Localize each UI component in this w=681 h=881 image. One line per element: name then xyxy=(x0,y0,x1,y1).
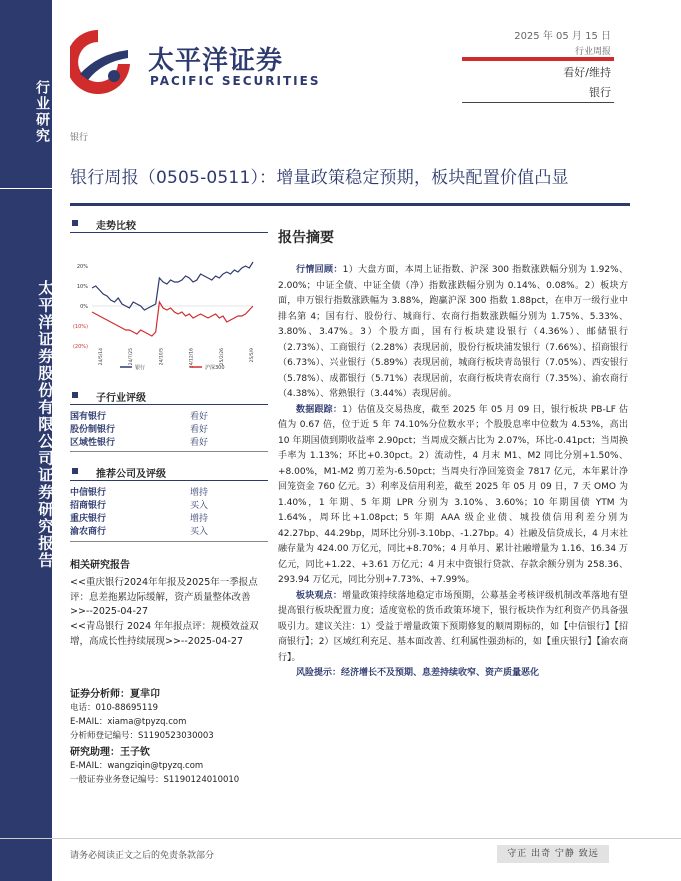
table-row: 招商银行 买入 xyxy=(70,501,208,511)
header-accent-bar xyxy=(462,57,614,61)
industry-rating: 看好/维持 xyxy=(563,66,611,79)
table-row: 中信银行 增持 xyxy=(70,488,208,498)
assistant-email[interactable]: E-MAIL：wangziqin@tpyzq.com xyxy=(70,761,204,771)
analyst-name: 证券分析师：夏芈卬 xyxy=(70,689,160,700)
trend-chart xyxy=(70,240,260,374)
analyst-email[interactable]: E-MAIL：xiama@tpyzq.com xyxy=(70,717,187,727)
trend-heading: 走势比较 xyxy=(96,221,136,232)
industry-name: 银行 xyxy=(589,86,611,99)
sidebar-section-label: 行业研究 xyxy=(34,80,50,144)
assistant-name: 研究助理：王子钦 xyxy=(70,747,150,758)
y-tick-label: 20% xyxy=(76,264,88,270)
breadcrumb: 银行 xyxy=(70,133,89,143)
section-rule xyxy=(70,404,268,405)
analyst-phone: 电话：010-88695119 xyxy=(70,703,159,713)
report-date: 2025 年 05 月 15 日 xyxy=(514,31,611,42)
table-row: 重庆银行 增持 xyxy=(70,514,208,524)
table-row: 国有银行 看好 xyxy=(70,412,208,422)
x-tick-label: 24/5/14 xyxy=(99,348,104,366)
related-report-item[interactable]: <<青岛银行 2024 年年报点评：规模效益双增，高成长性持续展现>>--2025-04-27 xyxy=(70,621,259,647)
abstract-paragraph: 板块观点：增量政策持续落地稳定市场预期，公募基金考核评级机制改革落地有望提高银行板块配置力度；适度宽松的货币政策环境下，银行板块作为红利资产仍具备强吸引力。建议关注：1）受益于增量政策下预期修复的顺周期标的，如【中信银行】【招商银行】；2）区域红利充足、基本面改善、红利属性强劲标的，如【重庆银行】【渝农商行】。 xyxy=(278,590,628,663)
section-bullet-icon xyxy=(72,392,78,398)
recommend-table xyxy=(70,487,268,539)
title-rule xyxy=(70,203,630,206)
section-rule xyxy=(70,232,268,233)
abstract-paragraph: 行情回顾：1）大盘方面，本周上证指数、沪深 300 指数涨跌幅分别为 1.92%、2.00%；中证全债、中证全债（净）指数涨跌幅分别为 0.14%、0.08%。2）板块方面，申万银行指数涨跌幅为 3.88%，跑赢沪深 300 指数 1.88pct，在申万一级行业中排名第 4；国有行、股份行、城商行、农商行指数涨跌幅分别为 1.75%、5.33%、3.80%、3.47%。3）个股方面，国有行板块建设银行（4.36%）、邮储银行（2.73%）、工商银行（2.28%）表现居前，股份行板块浦发银行（7.66%）、招商银行（6.73%）、兴业银行（5.89%）表现居前，城商行板块青岛银行（7.05%）、西安银行（5.78%）、成都银行（5.71%）表现居前，农商行板块青农商行（7.35%）、渝农商行（4.38%）、常熟银行（3.44%）表现居前。 xyxy=(278,265,628,399)
sidebar-company-label: 太平洋证券股份有限公司证券研究报告 xyxy=(36,280,54,569)
y-tick-label: 10% xyxy=(76,284,88,290)
sub-rating-table xyxy=(70,411,268,450)
legend-label: 银行 xyxy=(135,365,146,371)
abstract-heading: 报告摘要 xyxy=(278,230,334,246)
y-tick-label: (10%) xyxy=(72,324,88,330)
recommend-heading: 推荐公司及评级 xyxy=(96,469,166,480)
x-tick-label: 25/2/26 xyxy=(219,348,225,366)
left-sidebar xyxy=(0,0,52,881)
y-tick-label: 0% xyxy=(80,304,88,310)
sub-rating-heading: 子行业评级 xyxy=(96,393,146,404)
footer-rule xyxy=(0,838,681,839)
table-bottom-rule xyxy=(70,541,268,542)
table-row: 股份制银行 看好 xyxy=(70,425,208,435)
sidebar-divider xyxy=(0,188,52,189)
header-divider xyxy=(462,102,614,103)
table-row: 区域性银行 看好 xyxy=(70,438,208,448)
logo-english-name: PACIFIC SECURITIES xyxy=(150,74,321,88)
series-line-hs300 xyxy=(92,302,253,336)
page-title: 银行周报（0505-0511）：增量政策稳定预期，板块配置价值凸显 xyxy=(70,168,569,188)
abstract-paragraph: 数据跟踪：1）估值及交易热度，截至 2025 年 05 月 09 日，银行板块 PB-LF 估值为 0.67 倍，位于近 5 年 74.10%分位数水平；个股股息率中位数为 4.53%，高出 10 年期国债到期收益率 2.90pct；当周成交额占比为 2.07%，环比-0.41pct；当周换手率为 1.13%；环比+0.30pct。2）流动性，4 月末 M1、M2 同比分别+1.50%、+8.00%，M1-M2 剪刀差为-6.50pct；当周央行净回笼资金 7817 亿元，本年累计净回笼资金 760 亿元。3）利率及信用利差，截至 2025 年 05 月 09 日，7 天 OMO 为 1.40%，1 年期、5 年期 LPR 分别为 3.10%、3.60%；10 年期国债 YTM 为 1.64%，周环比+1.08pct；5 年期 AAA 级企业债、城投债信用利差分别为 42.27bp、44.29bp，周环比分别-3.10bp、-1.27bp。4）社融及信贷成长，4 月末社融存量为 424.00 万亿元，同比+8.70%；4 月单月、累计社融增量为 1.16、16.34 万亿元，同比+1.22、+3.61 万亿元；4 月末中资银行贷款、存款余额分别为 258.36、293.94 万亿元，同比分别+7.73%、+7.99%。 xyxy=(278,404,628,585)
x-tick-label: 24/7/25 xyxy=(129,348,135,366)
legend-label: 沪深300 xyxy=(205,365,225,371)
x-tick-label: 24/12/16 xyxy=(189,348,195,369)
analyst-cert: 分析师登记编号：S1190523030003 xyxy=(70,731,214,741)
section-bullet-icon xyxy=(72,468,78,474)
section-bullet-icon xyxy=(72,220,78,226)
x-tick-label: 25/5/9 xyxy=(250,348,255,363)
y-tick-label: (20%) xyxy=(72,344,88,350)
related-report-item[interactable]: <<重庆银行2024年年报及2025年一季报点评：息差拖累边际缓解，资产质量整体改善>>--2025-04-27 xyxy=(70,577,258,618)
section-rule xyxy=(70,480,268,481)
related-heading: 相关研究报告 xyxy=(70,560,130,571)
logo-chinese-name: 太平洋证券 xyxy=(148,46,284,76)
risk-paragraph: 风险提示：经济增长不及预期、息差持续收窄、资产质量恶化 xyxy=(296,668,540,678)
table-bottom-rule xyxy=(70,451,268,452)
abstract-body xyxy=(278,263,628,682)
x-tick-label: 24/10/5 xyxy=(159,348,165,366)
footer-motto: 守正 出奇 宁静 致远 xyxy=(497,845,609,863)
footer-disclaimer: 请务必阅读正文之后的免责条款部分 xyxy=(70,851,215,861)
report-type: 行业周报 xyxy=(574,47,611,57)
assistant-cert: 一般证券业务登记编号：S1190124010010 xyxy=(70,775,240,785)
series-line-bank xyxy=(92,262,253,310)
table-row: 渝农商行 买入 xyxy=(70,527,208,537)
